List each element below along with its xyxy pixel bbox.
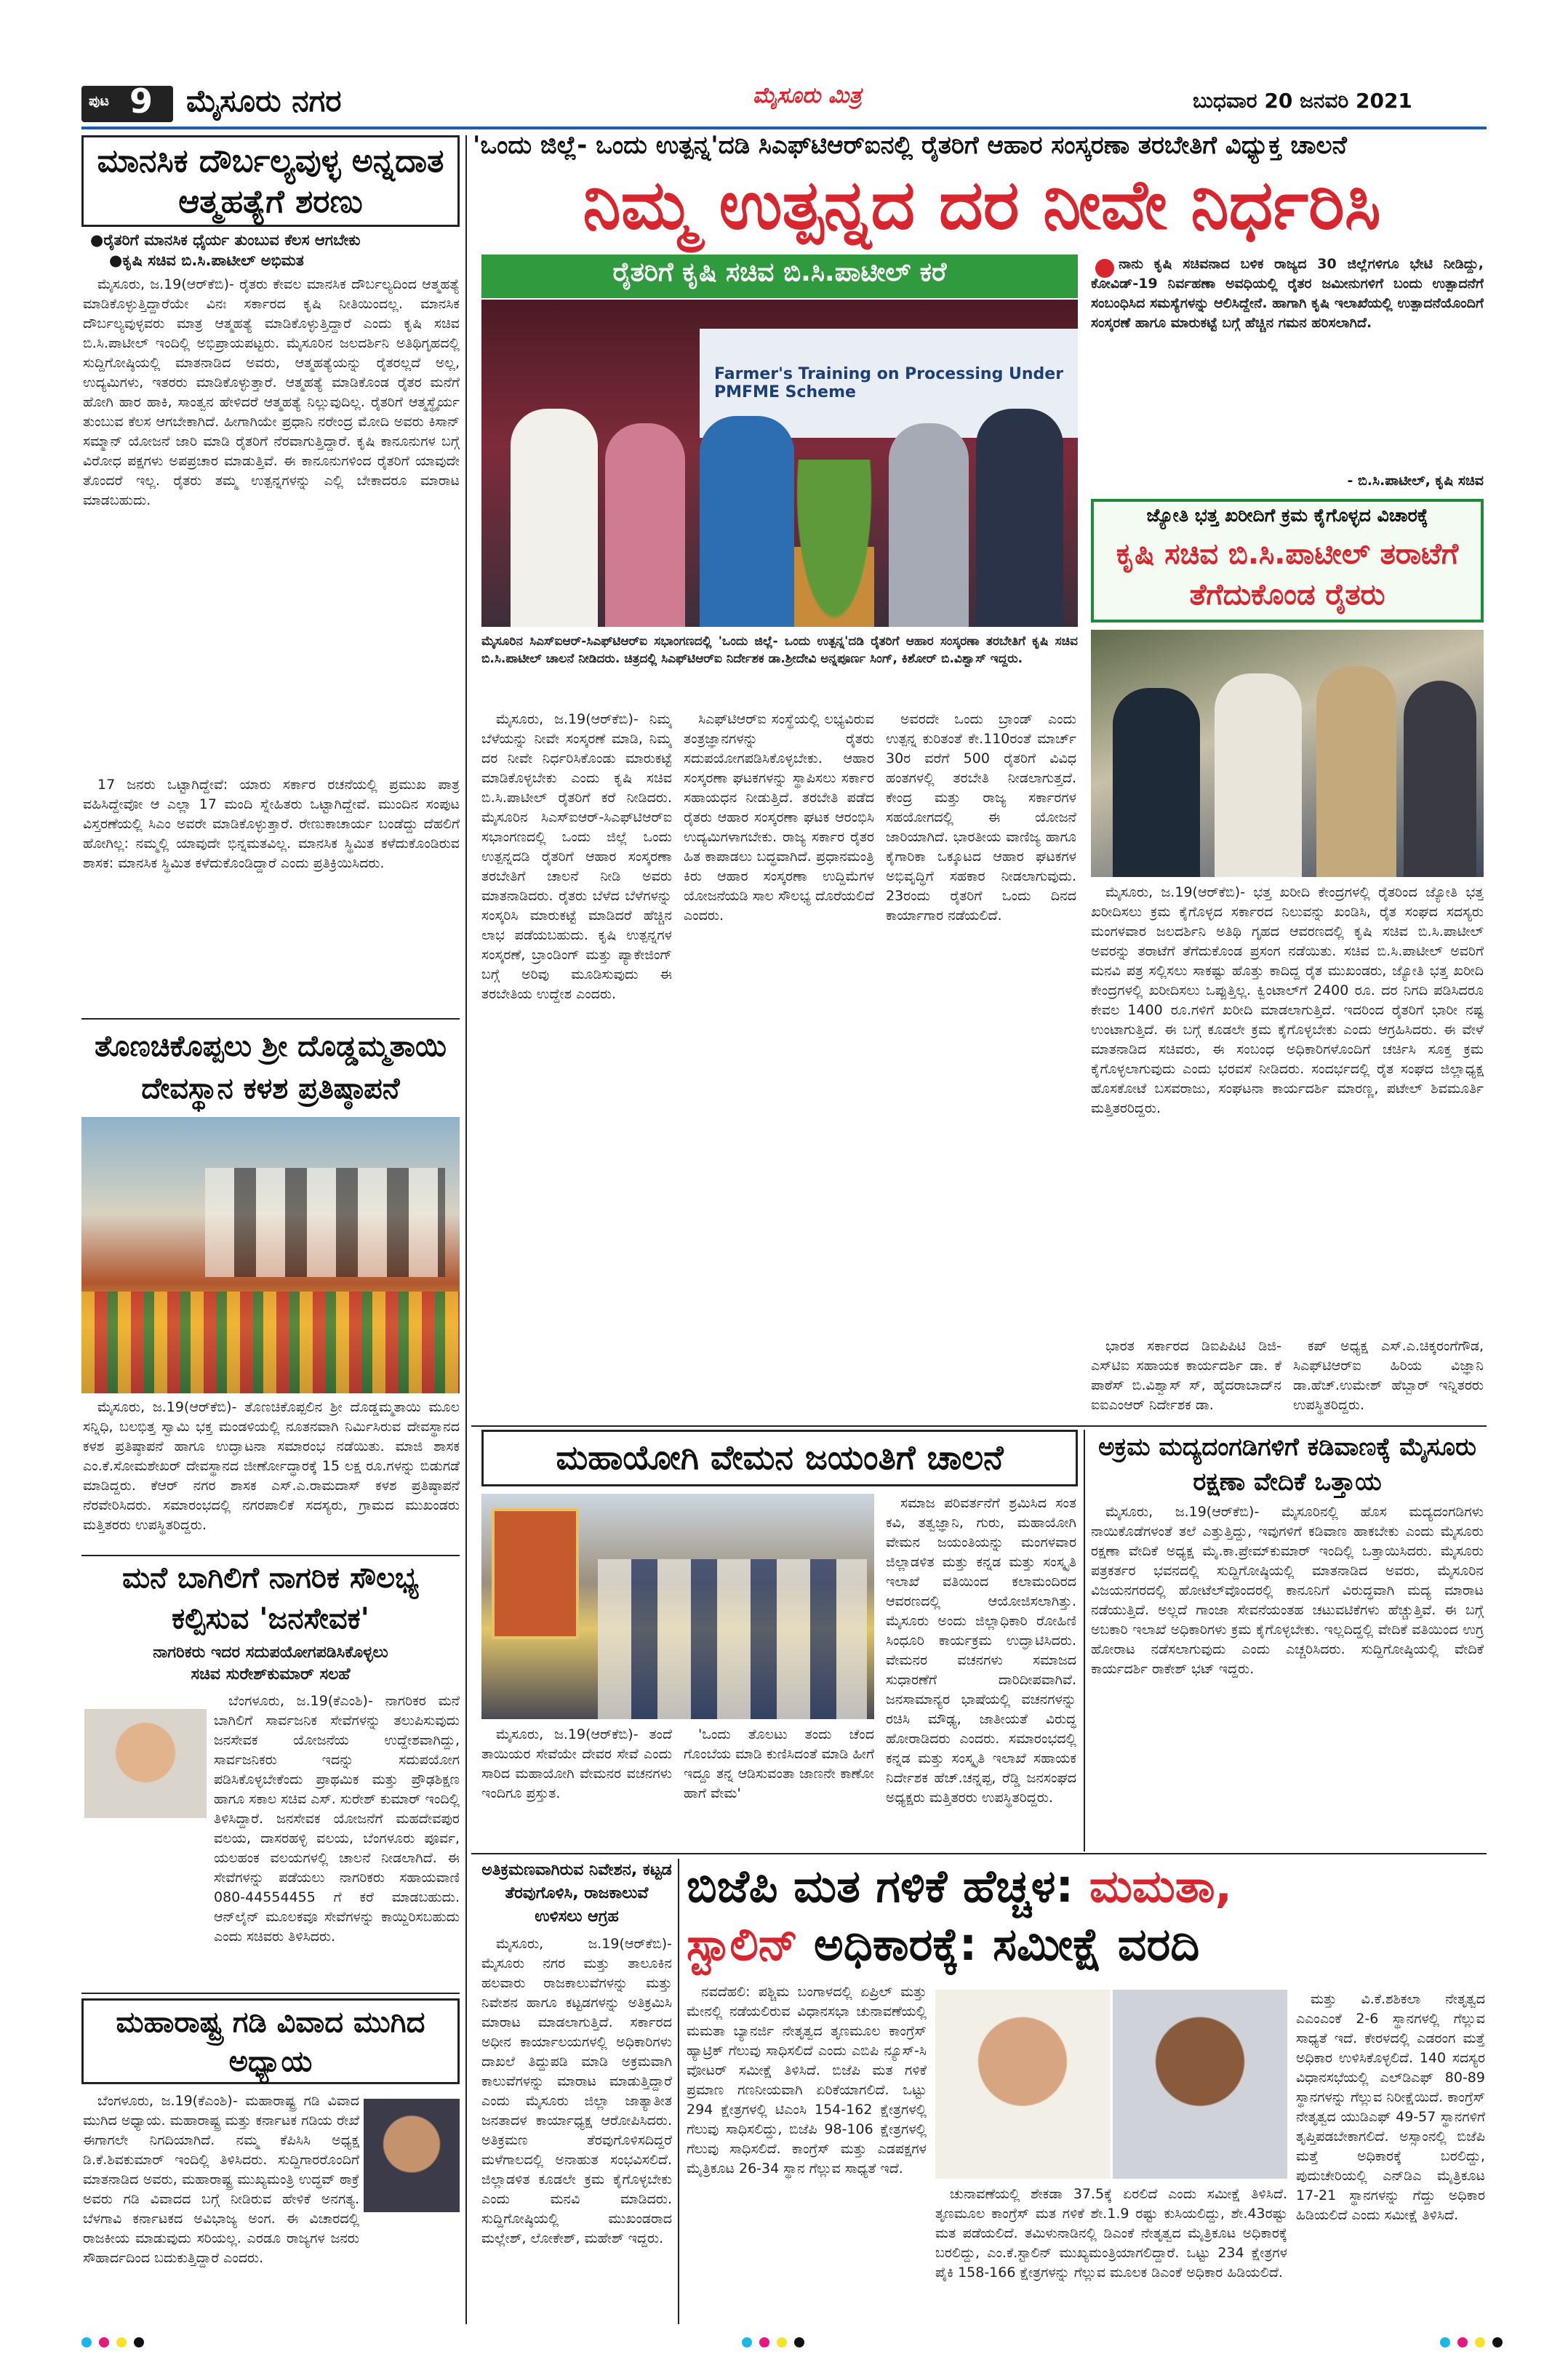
event-banner-text: Farmer's Training on Processing Under PMFME Scheme: [714, 365, 1064, 401]
left-story1-body2: [83, 775, 460, 1014]
right-story-kicker: ಜ್ಯೋತಿ ಭತ್ತ ಖರೀದಿಗೆ ಕ್ರಮ ಕೈಗೊಳ್ಳದ ವಿಚಾರಕ್ಕೆ: [1146, 505, 1428, 526]
left-story3-headline: ಮನೆ ಬಾಗಿಲಿಗೆ ನಾಗರಿಕ ಸೌಲಭ್ಯ ಕಲ್ಪಿಸುವ 'ಜನಸೇವಕ': [122, 1561, 419, 1636]
left-story3-sub2: ಸಚಿವ ಸುರೇಶ್‌ಕುಮಾರ್ ಸಲಹೆ: [191, 1665, 351, 1684]
right-story-para: ಮೈಸೂರು, ಜ.19(ಆರ್‌ಕೆಬಿ)- ಭತ್ತ ಖರೀದಿ ಕೇಂದ್ರಗಳಲ್ಲಿ ರೈತರಿಂದ ಜ್ಯೋತಿ ಭತ್ತ ಖರೀದಿಸಲು ಕ್ರಮ ಕೈಗೊಳ್ಳದ ಸರ್ಕಾರದ ನಿಲುವನ್ನು ಖಂಡಿಸಿ, ರೈತ ಸಂಘದ ಸದಸ್ಯರು ಮಂಗಳವಾರ ಜಲದರ್ಶಿನಿ ಅತಿಥಿ ಗೃಹದ ಆವರಣದಲ್ಲಿ ಕೃಷಿ ಸಚಿವ ಬಿ.ಸಿ.ಪಾಟೀಲ್ ಅವರನ್ನು ತರಾಟೆಗೆ ತೆಗೆದುಕೊಂಡ ಪ್ರಸಂಗ ನಡೆಯಿತು. ಸಚಿವ ಬಿ.ಸಿ.ಪಾಟೀಲ್ ಅವರಿಗೆ ಮನವಿ ಪತ್ರ ಸಲ್ಲಿಸಲು ಸಾಕಷ್ಟು ಹೊತ್ತು ಕಾದಿದ್ದ ರೈತ ಮುಖಂಡರು, ಜ್ಯೋತಿ ಭತ್ತ ಖರೀದಿ ಕೇಂದ್ರಗಳಲ್ಲಿ ಖರೀದಿಸಲು ಒಪ್ಪುತ್ತಿಲ್ಲ. ಕ್ವಿಂಟಾಲ್‌ಗೆ 2400 ರೂ. ದರ ನಿಗದಿ ಪಡಿಸಿದರೂ ಕೇವಲ 1400 ರೂ.ಗಳಿಗೆ ಖರೀದಿ ಮಾಡಲಾಗುತ್ತಿದೆ. ಇದರಿಂದ ರೈತರಿಗೆ ಭಾರೀ ನಷ್ಟ ಉಂಟಾಗುತ್ತಿದೆ. ಈ ಬಗ್ಗೆ ಕೂಡಲೇ ಕ್ರಮ ಕೈಗೊಳ್ಳಬೇಕು ಎಂದು ಆಗ್ರಹಿಸಿದರು. ಈ ವೇಳೆ ಮಾತನಾಡಿದ ಸಚಿವರು, ಈ ಸಂಬಂಧ ಅಧಿಕಾರಿಗಳೊಂದಿಗೆ ಚರ್ಚಿಸಿ ಸೂಕ್ತ ಕ್ರಮ ಕೈಗೊಳ್ಳಲಾಗುವುದು ಎಂದು ಭರವಸೆ ನೀಡಿದರು. ಸಂದರ್ಭದಲ್ಲಿ ರೈತ ಸಂಘದ ಜಿಲ್ಲಾಧ್ಯಕ್ಷ ಹೊಸಕೋಟೆ ಬಸವರಾಜು, ಸಂಘಟನಾ ಕಾರ್ಯದರ್ಶಿ ಮಾರಣ್ಣ, ಪಟೇಲ್ ಶಿವಮೂರ್ತಿ ಮತ್ತಿತರರಿದ್ದರು.: [1091, 884, 1484, 1116]
center-story-quote: [684, 1725, 874, 1849]
event-person4: [889, 423, 969, 627]
bottom-story-body2: [935, 2185, 1287, 2324]
photo-people-row: [598, 1559, 867, 1719]
right-footer-col2-para: ಕಪ್ ಅಧ್ಯಕ್ಷ ಎಸ್.ಎ.ಚಿಕ್ಕರಂಗೆಗೌಡ, ಸಿಎಫ್‍ಟಿಆರ್‌ಐ ಹಿರಿಯ ವಿಜ್ಞಾನಿ ಡಾ.ಹೆಚ್.ಉಮೇಶ್ ಹೆಬ್ಬಾರ್ ಇನ್ನಿತರರು ಉಪಸ್ಥಿತರಿದ್ದರು.: [1293, 1338, 1484, 1413]
column-divider: [1084, 1430, 1085, 1851]
reg-dot-cyan: [1440, 2337, 1450, 2347]
bottom-story-body3: [1296, 1990, 1485, 2324]
registration-marks-right: [1440, 2337, 1503, 2347]
bottom-headline-red2: ಸ್ಟಾಲಿನ್: [687, 1918, 799, 1971]
divider: [81, 1993, 460, 1994]
sidebar-quote-text: ನಾನು ಕೃಷಿ ಸಚಿವನಾದ ಬಳಿಕ ರಾಜ್ಯದ 30 ಜಿಲ್ಲೆಗಳಿಗೂ ಭೇಟಿ ನೀಡಿದ್ದು, ಕೋವಿಡ್-19 ನಿರ್ವಹಣಾ ಅವಧಿಯಲ್ಲಿ ರೈತರ ಜಮೀನುಗಳಿಗೆ ಬಂದು ಉತ್ಪಾದನೆಗೆ ಸಂಬಂಧಿಸಿದ ಸಮಸ್ಯೆಗಳನ್ನು ಆಲಿಸಿದ್ದೇನೆ. ಹಾಗಾಗಿ ಕೃಷಿ ಇಲಾಖೆಯಲ್ಲಿ ಉತ್ಪಾದನೆಯೊಂದಿಗೆ ಸಂಸ್ಕರಣೆ ಹಾಗೂ ಮಾರುಕಟ್ಟೆ ಬಗ್ಗೆ ಹೆಚ್ಚಿನ ಗಮನ ಹರಿಸಲಾಗಿದೆ.: [1091, 256, 1484, 331]
left-story4-headline: ಮಹಾರಾಷ್ಟ್ರ ಗಡಿ ವಿವಾದ ಮುಗಿದ ಅಧ್ಯಾಯ: [116, 2006, 425, 2078]
page-label: ಪುಟ: [89, 93, 109, 109]
center-story-caption: [481, 1725, 672, 1849]
photo-person-b: [1215, 673, 1302, 877]
masthead-logo: ಮೈಸೂರು ಮಿತ್ರ: [753, 83, 862, 108]
bottom-headline-black3: ಸಮೀಕ್ಷೆ ವರದಿ: [993, 1918, 1200, 1971]
divider: [471, 1853, 1487, 1854]
divider: [471, 1425, 1487, 1427]
reg-dot-yellow: [1475, 2337, 1485, 2347]
right-footer-col1-para: ಭಾರತ ಸರ್ಕಾರದ ಡಿಐಪಿಪಿಟಿ ಡಿಜಿ- ಎಸ್‌ಟಿಐ ಸಹಾಯಕ ಕಾರ್ಯದರ್ಶಿ ಡಾ. ಕೆ ಪಾಠೆಸ್ ಬಿ.ವಿಶ್ವಾಸ್ ಸ್, ಹೈದರಾಬಾದ್‌ನ ಐಐಎಂಆರ್ ನಿರ್ದೇಶಕ ಡಾ.: [1091, 1338, 1281, 1413]
photo-person-c: [1316, 666, 1396, 877]
bottom-headline-black: ಬಿಜೆಪಿ ಮತ ಗಳಿಕೆ ಹೆಚ್ಚಳ:: [687, 1859, 1074, 1913]
event-person2: [605, 423, 685, 627]
reg-dot-cyan: [81, 2337, 92, 2347]
event-plant: [794, 460, 874, 627]
sidebar-quote-byline: - ಬಿ.ಸಿ.ಪಾಟೀಲ್, ಕೃಷಿ ಸಚಿವ: [1347, 473, 1484, 489]
reg-dot-black: [1492, 2337, 1503, 2347]
reg-dot-magenta: [99, 2337, 109, 2347]
center-story2-headline: ಅತಿಕ್ರಮಣವಾಗಿರುವ ನಿವೇಶನ, ಕಟ್ಟಡ ತೆರವುಗೊಳಿಸಿ, ರಾಜಕಾಲುವೆ ಉಳಿಸಲು ಆಗ್ರಹ: [481, 1861, 672, 1926]
right-story2-headline: ಅಕ್ರಮ ಮದ್ಯದಂಗಡಿಗಳಿಗೆ ಕಡಿವಾಣಕ್ಕೆ ಮೈಸೂರು ರಕ್ಷಣಾ ವೇದಿಕೆ ಒತ್ತಾಯ: [1098, 1433, 1476, 1497]
registration-marks-left: [81, 2337, 144, 2347]
right-story-photo: [1091, 630, 1484, 877]
top-story-col2: [684, 710, 874, 1350]
left-story1-headline: ಮಾನಸಿಕ ದೌರ್ಬಲ್ಯವುಳ್ಳ ಅನ್ನದಾತ ಆತ್ಮಹತ್ಯೆಗೆ ಶರಣು: [97, 143, 444, 220]
left-story4-para: ಬೆಂಗಳೂರು, ಜ.19(ಕೆಎಂಶಿ)- ಮಹಾರಾಷ್ಟ್ರ ಗಡಿ ವಿವಾದ ಮುಗಿದ ಅಧ್ಯಾಯ. ಮಹಾರಾಷ್ಟ್ರ ಮತ್ತು ಕರ್ನಾಟಕ ಗಡಿಯ ರೇಖೆ ಈಗಾಗಲೇ ನಿಗದಿಯಾಗಿದೆ. ನಮ್ಮ ಕೆಪಿಸಿಸಿ ಅಧ್ಯಕ್ಷ ಡಿ.ಕೆ.ಶಿವಕುಮಾರ್ ಇಂದಿಲ್ಲಿ ತಿಳಿಸಿದರು. ಸುದ್ದಿಗಾರರೊಂದಿಗೆ ಮಾತನಾಡಿದ ಅವರು, ಮಹಾರಾಷ್ಟ್ರ ಮುಖ್ಯಮಂತ್ರಿ ಉದ್ಧವ್ ಠಾಕ್ರೆ ಅವರು ಗಡಿ ವಿವಾದದ ಬಗ್ಗೆ ನೀಡಿರುವ ಹೇಳಿಕೆ ಅನಗತ್ಯ. ಬೆಳಗಾವಿ ಕರ್ನಾಟಕದ ಅವಿಭಾಜ್ಯ ಅಂಗ. ಈ ವಿಚಾರದಲ್ಲಿ ರಾಜಕೀಯ ಮಾಡುವುದು ಸರಿಯಲ್ಲ. ಎರಡೂ ರಾಜ್ಯಗಳ ಜನರು ಸೌಹಾರ್ದದಿಂದ ಬದುಕುತ್ತಿದ್ದಾರೆ ಎಂದರು.: [83, 2093, 359, 2266]
right-story2-body: [1091, 1502, 1484, 1849]
left-story1-para2: 17 ಜನರು ಒಟ್ಟಾಗಿದ್ದೇವೆ: ಯಾರು ಸರ್ಕಾರ ರಚನೆಯಲ್ಲಿ ಪ್ರಮುಖ ಪಾತ್ರ ವಹಿಸಿದ್ದೇವೋ ಆ ಎಲ್ಲಾ 17 ಮಂದಿ ಸ್ನೇಹಿತರು ಒಟ್ಟಾಗಿದ್ದೇವೆ. ಮುಂದಿನ ಸಂಪುಟ ವಿಸ್ತರಣೆಯಲ್ಲಿ ಸಿಎಂ ಅವರೇ ಮಾಡಿಕೊಳ್ಳುತ್ತಾರೆ. ರೇಣುಕಾಚಾರ್ಯ ಬಂಡೆದ್ದು ದೆಹಲಿಗೆ ಹೋಗಿಲ್ಲ: ನಮ್ಮಲ್ಲಿ ಯಾವುದೇ ಭಿನ್ನಮತವಿಲ್ಲ. ಮಾನಸಿಕ ಸ್ಥಿಮಿತ ಕಳೆದುಕೊಂಡಿರುವ ಶಾಸಕ: ಮಾನಸಿಕ ಸ್ಥಿಮಿತ ಕಳೆದುಕೊಂಡಿದ್ದಾರೆ ಎಂದು ಪ್ರತಿಕ್ರಿಯಿಸಿದರು.: [83, 777, 460, 871]
left-story2-para: ಮೈಸೂರು, ಜ.19(ಆರ್‌ಕೆಬಿ)- ತೊಣಚಿಕೊಪ್ಪಲಿನ ಶ್ರೀ ದೊಡ್ಡಮ್ಮತಾಯಿ ಮೂಲ ಸನ್ನಿಧಿ, ಬಲಭಿತ್ತ ಸ್ವಾಮಿ ಭಕ್ತ ಮಂಡಳಿಯಲ್ಲಿ ನೂತನವಾಗಿ ನಿರ್ಮಿಸಿರುವ ದೇವಸ್ಥಾನದ ಕಳಶ ಪ್ರತಿಷ್ಠಾಪನೆ ಹಾಗೂ ಉದ್ಘಾಟನಾ ಸಮಾರಂಭ ನಡೆಯಿತು. ಮಾಜಿ ಶಾಸಕ ಎಂ.ಕೆ.ಸೋಮಶೇಖರ್ ದೇವಸ್ಥಾನದ ಜೀರ್ಣೋದ್ಧಾರಕ್ಕೆ 15 ಲಕ್ಷ ರೂ.ಗಳನ್ನು ಬಿಡುಗಡೆ ಮಾಡಿದ್ದರು. ಕೆಆರ್ ನಗರ ಶಾಸಕ ಎಸ್.ಎ.ರಾಮದಾಸ್ ಕಳಶ ಪ್ರತಿಷ್ಠಾಪನೆ ನೆರವೇರಿಸಿದರು. ಸಮಾರಂಭದಲ್ಲಿ ನಗರಪಾಲಿಕೆ ಸದಸ್ಯರು, ಗ್ರಾಮದ ಮುಖಂಡರು ಮತ್ತಿತರರು ಉಪಸ್ಥಿತರಿದ್ದರು.: [83, 1399, 460, 1533]
left-story2-headline: ತೊಣಚಿಕೊಪ್ಪಲು ಶ್ರೀ ದೊಡ್ಡಮ್ಮತಾಯಿ ದೇವಸ್ಥಾನ ಕಳಶ ಪ್ರತಿಷ್ಠಾಪನೆ: [95, 1030, 447, 1105]
page-number: 9: [129, 81, 153, 121]
top-headline: ನಿಮ್ಮ ಉತ್ಪನ್ನದ ದರ ನೀವೇ ನಿರ್ಧರಿಸಿ: [583, 166, 1381, 245]
top-story-col2-para: ಸಿಎಫ್‍ಟಿಆರ್‌ಐ ಸಂಸ್ಥೆಯಲ್ಲಿ ಲಭ್ಯವಿರುವ ತಂತ್ರಜ್ಞಾನಗಳನ್ನು ರೈತರು ಸದುಪಯೋಗಪಡಿಸಿಕೊಳ್ಳಬೇಕು. ಆಹಾರ ಸಂಸ್ಕರಣಾ ಘಟಕಗಳನ್ನು ಸ್ಥಾಪಿಸಲು ಸರ್ಕಾರ ಸಹಾಯಧನ ನೀಡುತ್ತಿದೆ. ತರಬೇತಿ ಪಡೆದ ರೈತರು ಆಹಾರ ಸಂಸ್ಕರಣಾ ಘಟಕ ಆರಂಭಿಸಿ ಉದ್ಯಮಿಗಳಾಗಬೇಕು. ರಾಜ್ಯ ಸರ್ಕಾರ ರೈತರ ಹಿತ ಕಾಪಾಡಲು ಬದ್ಧವಾಗಿದೆ. ಪ್ರಧಾನಮಂತ್ರಿ ಕಿರು ಆಹಾರ ಸಂಸ್ಕರಣಾ ಉದ್ದಿಮೆಗಳ ಯೋಜನೆಯಡಿ ಸಾಲ ಸೌಲಭ್ಯ ದೊರೆಯಲಿದೆ ಎಂದರು.: [684, 711, 874, 924]
temple-photo-people: [205, 1168, 445, 1277]
column-divider: [678, 1859, 679, 2324]
left-story3-body: [83, 1692, 460, 1990]
sidebar-quote: [1091, 255, 1484, 473]
bottom-headline-line2: [687, 1917, 1487, 1972]
top-subhead: ರೈತರಿಗೆ ಕೃಷಿ ಸಚಿವ ಬಿ.ಸಿ.ಪಾಟೀಲ್ ಕರೆ: [612, 257, 947, 287]
reg-dot-black: [134, 2337, 144, 2347]
divider: [81, 1555, 460, 1556]
photo-person-a: [1113, 688, 1200, 877]
stalin-photo: [1113, 1990, 1287, 2179]
bottom-headline-line1: [687, 1859, 1487, 1914]
top-event-photo: [481, 300, 1078, 627]
left-story1-bullet2: ●ಕೃಷಿ ಸಚಿವ ಬಿ.ಸಿ.ಪಾಟೀಲ್ ಅಭಿಮತ: [109, 252, 304, 269]
event-person1: [511, 409, 598, 627]
section-title: ಮೈಸೂರು ನಗರ: [186, 83, 342, 119]
right-story-headline: ಕೃಷಿ ಸಚಿವ ಬಿ.ಸಿ.ಪಾಟೀಲ್ ತರಾಟೆಗೆ ತೆಗೆದುಕೊಂಡ ರೈತರು: [1116, 537, 1459, 612]
bottom-headline-black2: ಅಧಿಕಾರಕ್ಕೆ:: [813, 1918, 977, 1971]
top-story-col3-para: ಅವರದೇ ಒಂದು ಬ್ರಾಂಡ್ ಎಂದು ಉತ್ಪನ್ನ ಕುರಿತಂತೆ ಕೇ.110ರಂತೆ ಮಾರ್ಚ್ 30ರ ವರೆಗೆ 500 ರೈತರಿಗೆ ವಿವಿಧ ಹಂತಗಳಲ್ಲಿ ತರಬೇತಿ ನೀಡಲಾಗುತ್ತದೆ. ಕೇಂದ್ರ ಮತ್ತು ರಾಜ್ಯ ಸರ್ಕಾರಗಳ ಸಹಯೋಗದಲ್ಲಿ ಈ ಯೋಜನೆ ಜಾರಿಯಾಗಿದೆ. ಭಾರತೀಯ ವಾಣಿಜ್ಯ ಹಾಗೂ ಕೈಗಾರಿಕಾ ಒಕ್ಕೂಟದ ಆಹಾರ ಘಟಕಗಳ ಅಭಿವೃದ್ಧಿಗೆ ಸಹಕಾರ ನೀಡಲಾಗುವುದು. 23ರಂದು ರೈತರಿಗೆ ಒಂದು ದಿನದ ಕಾರ್ಯಾಗಾರ ನಡೆಯಲಿದೆ.: [886, 711, 1076, 924]
divider: [81, 1018, 460, 1020]
left-story1-para1: ಮೈಸೂರು, ಜ.19(ಆರ್‌ಕೆಬಿ)- ರೈತರು ಕೇವಲ ಮಾನಸಿಕ ದೌರ್ಬಲ್ಯದಿಂದ ಆತ್ಮಹತ್ಯೆ ಮಾಡಿಕೊಳ್ಳುತ್ತಿದ್ದಾರೆಯೇ ವಿನಃ ಸರ್ಕಾರದ ಕೃಷಿ ನೀತಿಯಿಂದಲ್ಲ. ಮಾನಸಿಕ ದೌರ್ಬಲ್ಯವುಳ್ಳವರು ಮಾತ್ರ ಆತ್ಮಹತ್ಯೆ ಮಾಡಿಕೊಳ್ಳುತ್ತಿದ್ದಾರೆ ಎಂದು ಕೃಷಿ ಸಚಿವ ಬಿ.ಸಿ.ಪಾಟೀಲ್ ಇಂದಿಲ್ಲಿ ಅಭಿಪ್ರಾಯಪಟ್ಟರು. ಮೈಸೂರಿನ ಜಲದರ್ಶಿನಿ ಅತಿಥಿಗೃಹದಲ್ಲಿ ಸುದ್ದಿಗೋಷ್ಠಿಯಲ್ಲಿ ಮಾತನಾಡಿದ ಅವರು, ಆತ್ಮಹತ್ಯೆಯನ್ನು ರೈತರಲ್ಲದೆ ಅಲ್ಲ, ಉದ್ಯಮಿಗಳು, ಇತರರು ಮಾಡಿಕೊಳ್ಳುತ್ತಾರೆ. ಆತ್ಮಹತ್ಯೆ ಮಾಡಿಕೊಂಡ ರೈತರ ಮನೆಗೆ ಹೋಗಿ ಹಾರ ಹಾಕಿ, ಸಾಂತ್ವನ ಹೇಳಿದರೆ ಆತ್ಮಹತ್ಯೆ ನಿಲ್ಲುವುದಿಲ್ಲ. ರೈತರಿಗೆ ಆತ್ಮಸ್ಥೈರ್ಯ ತುಂಬುವ ಕೆಲಸ ಆಗಬೇಕಾಗಿದೆ. ಹೀಗಾಗಿಯೇ ಪ್ರಧಾನಿ ನರೇಂದ್ರ ಮೋದಿ ಅವರು ಕಿಸಾನ್ ಸಮ್ಮಾನ್ ಯೋಜನೆ ಜಾರಿ ಮಾಡಿ ರೈತರಿಗೆ ನೆರವಾಗುತ್ತಿದ್ದಾರೆ. ಕೃಷಿ ಕಾನೂನುಗಳ ಬಗ್ಗೆ ವಿರೋಧ ಪಕ್ಷಗಳು ಅಪಪ್ರಚಾರ ಮಾಡುತ್ತಿವೆ. ಈ ಕಾನೂನುಗಳಿಂದ ರೈತರಿಗೆ ಯಾವುದೇ ತೊಂದರೆ ಇಲ್ಲ. ರೈತರು ತಮ್ಮ ಉತ್ಪನ್ನಗಳನ್ನು ಎಲ್ಲಿ ಬೇಕಾದರೂ ಮಾರಾಟ ಮಾಡಬಹುದು.: [83, 276, 460, 508]
temple-photo-flowers: [81, 1292, 460, 1393]
reg-dot-yellow: [116, 2337, 127, 2347]
right-story-footer-col1: [1091, 1337, 1281, 1417]
bottom-story-body: [687, 1982, 927, 2324]
temple-photo: [81, 1117, 460, 1393]
center-story-headline: ಮಹಾಯೋಗಿ ವೇಮನ ಜಯಂತಿಗೆ ಚಾಲನೆ: [556, 1438, 1004, 1477]
vemana-portrait: [492, 1508, 579, 1639]
left-story4-body: [83, 2091, 359, 2324]
left-story1-body: [83, 275, 460, 769]
left-story3-sub1: ನಾಗರಿಕರು ಇದರ ಸದುಪಯೋಗಪಡಿಸಿಕೊಳ್ಳಲು: [153, 1644, 388, 1662]
mamata-photo: [935, 1990, 1110, 2179]
center-story-para: ಸಮಾಜ ಪರಿವರ್ತನೆಗೆ ಶ್ರಮಿಸಿದ ಸಂತ ಕವಿ, ತತ್ವಜ್ಞಾನಿ, ಗುರು, ಮಹಾಯೋಗಿ ವೇಮನ ಜಯಂತಿಯನ್ನು ಮಂಗಳವಾರ ಜಿಲ್ಲಾಡಳಿತ ಮತ್ತು ಕನ್ನಡ ಮತ್ತು ಸಂಸ್ಕೃತಿ ಇಲಾಖೆ ವತಿಯಿಂದ ಕಲಾಮಂದಿರದ ಆವರಣದಲ್ಲಿ ಆಯೋಜಿಸಲಾಗಿತ್ತು. ಮೈಸೂರು ಅಂದು ಜಿಲ್ಲಾಧಿಕಾರಿ ರೋಹಿಣಿ ಸಿಂಧೂರಿ ಕಾರ್ಯಕ್ರಮ ಉದ್ಘಾಟಿಸಿದರು. ವೇಮನರ ವಚನಗಳು ಸಮಾಜದ ಸುಧಾರಣೆಗೆ ದಾರಿದೀಪವಾಗಿವೆ. ಜನಸಾಮಾನ್ಯರ ಭಾಷೆಯಲ್ಲಿ ವಚನಗಳನ್ನು ರಚಿಸಿ ಮೌಢ್ಯ, ಜಾತೀಯತೆ ವಿರುದ್ಧ ಹೋರಾಡಿದರು ಎಂದರು. ಸಮಾರಂಭದಲ್ಲಿ ಕನ್ನಡ ಮತ್ತು ಸಂಸ್ಕೃತಿ ಇಲಾಖೆ ಸಹಾಯಕ ನಿರ್ದೇಶಕ ಹೆಚ್.ಚನ್ನಪ್ಪ, ರೆಡ್ಡಿ ಜನಸಂಘದ ಅಧ್ಯಕ್ಷರು ಮತ್ತಿತರರು ಉಪಸ್ಥಿತರಿದ್ದರು.: [886, 1495, 1076, 1806]
left-story3-para: ಬೆಂಗಳೂರು, ಜ.19(ಕೆಎಂಶಿ)- ನಾಗರಿಕರ ಮನೆ ಬಾಗಿಲಿಗೆ ಸಾರ್ವಜನಿಕ ಸೇವೆಗಳನ್ನು ತಲುಪಿಸುವುದು ಜನಸೇವಕ ಯೋಜನೆಯ ಉದ್ದೇಶವಾಗಿದ್ದು, ಸಾರ್ವಜನಿಕರು ಇದನ್ನು ಸದುಪಯೋಗ ಪಡಿಸಿಕೊಳ್ಳಬೇಕೆಂದು ಪ್ರಾಥಮಿಕ ಮತ್ತು ಪ್ರೌಢಶಿಕ್ಷಣ ಹಾಗೂ ಸಕಾಲ ಸಚಿವ ಎಸ್. ಸುರೇಶ್ ಕುಮಾರ್ ಇಂದಿಲ್ಲಿ ತಿಳಿಸಿದ್ದಾರೆ. ಜನಸೇವಕ ಯೋಜನೆಗೆ ಮಹದೇವಪುರ ವಲಯ, ದಾಸರಹಳ್ಳಿ ವಲಯ, ಬೆಂಗಳೂರು ಪೂರ್ವ, ಯಲಹಂಕ ವಲಯಗಳಲ್ಲಿ ಚಾಲನೆ ನೀಡಲಾಗಿದೆ. ಈ ಸೇವೆಗಳನ್ನು ಪಡೆಯಲು ನಾಗರಿಕರು ಸಹಾಯವಾಣಿ 080-44554455 ಗೆ ಕರೆ ಮಾಡಬಹುದು. ಆನ್‌ಲೈನ್ ಮೂಲಕವೂ ಸೇವೆಗಳನ್ನು ಕಾಯ್ದಿರಿಸಬಹುದು ಎಂದು ಸಚಿವರು ತಿಳಿಸಿದರು.: [214, 1693, 460, 1945]
center-story2-para: ಮೈಸೂರು, ಜ.19(ಆರ್‌ಕೆಬಿ)- ಮೈಸೂರು ನಗರ ಮತ್ತು ತಾಲೂಕಿನ ಹಲವಾರು ರಾಜಕಾಲುವೆಗಳನ್ನು ಮತ್ತು ನಿವೇಶನ ಹಾಗೂ ಕಟ್ಟಡಗಳನ್ನು ಅತಿಕ್ರಮಿಸಿ ಮಾರಾಟ ಮಾಡಲಾಗುತ್ತಿದೆ. ಸರ್ಕಾರದ ಅಧೀನ ಕಾರ್ಯಾಲಯಗಳಲ್ಲಿ ಅಧಿಕಾರಿಗಳು ದಾಖಲೆ ತಿದ್ದುಪಡಿ ಮಾಡಿ ಅಕ್ರಮವಾಗಿ ಕಾಲುವೆಗಳನ್ನು ಮಾರಾಟ ಮಾಡುತ್ತಿದ್ದಾರೆ ಎಂದು ಮೈಸೂರು ಜಿಲ್ಲಾ ಜಾತ್ಯಾತೀತ ಜನತಾದಳ ಕಾರ್ಯಾಧ್ಯಕ್ಷ ಆರೋಪಿಸಿದರು. ಅತಿಕ್ರಮಣ ತೆರವುಗೊಳಿಸದಿದ್ದರೆ ಮಳೆಗಾಲದಲ್ಲಿ ಅನಾಹುತ ಸಂಭವಿಸಲಿದೆ. ಜಿಲ್ಲಾಡಳಿತ ಕೂಡಲೇ ಕ್ರಮ ಕೈಗೊಳ್ಳಬೇಕು ಎಂದು ಮನವಿ ಮಾಡಿದರು. ಸುದ್ದಿಗೋಷ್ಠಿಯಲ್ಲಿ ಮುಖಂಡರಾದ ಮಲ್ಲೇಶ್, ಲೋಕೇಶ್, ಮಹೇಶ್ ಇದ್ದರು.: [481, 1936, 672, 2246]
left-story1-bullet1: ●ರೈತರಿಗೆ ಮಾನಸಿಕ ಧೈರ್ಯ ತುಂಬುವ ಕೆಲಸ ಆಗಬೇಕು: [90, 231, 361, 249]
center-story-body: [886, 1494, 1076, 1849]
reg-dot-cyan: [742, 2337, 752, 2347]
top-story-col1-para: ಮೈಸೂರು, ಜ.19(ಆರ್‌ಕೆಬಿ)- ನಿಮ್ಮ ಬೆಳೆಯನ್ನು ನೀವೇ ಸಂಸ್ಕರಣೆ ಮಾಡಿ, ನಿಮ್ಮ ದರ ನೀವೇ ನಿರ್ಧರಿಸಿಕೊಂಡು ಮಾರುಕಟ್ಟೆ ಮಾಡಿಕೊಳ್ಳಬೇಕು ಎಂದು ಕೃಷಿ ಸಚಿವ ಬಿ.ಸಿ.ಪಾಟೀಲ್ ರೈತರಿಗೆ ಕರೆ ನೀಡಿದರು. ಮೈಸೂರಿನ ಸಿಎಸ್‌ಐಆರ್-ಸಿಎಫ್‍ಟಿಆರ್‌ಐ ಸಭಾಂಗಣದಲ್ಲಿ ಒಂದು ಜಿಲ್ಲೆ ಒಂದು ಉತ್ಪನ್ನದಡಿ ರೈತರಿಗೆ ಆಹಾರ ಸಂಸ್ಕರಣಾ ತರಬೇತಿಗೆ ಚಾಲನೆ ನೀಡಿ ಅವರು ಮಾತನಾಡಿದರು. ರೈತರು ಬೆಳೆದ ಬೆಳೆಗಳನ್ನು ಸಂಸ್ಕರಿಸಿ ಮಾರುಕಟ್ಟೆ ಮಾಡಿದರೆ ಹೆಚ್ಚಿನ ಲಾಭ ಪಡೆಯಬಹುದು. ಕೃಷಿ ಉತ್ಪನ್ನಗಳ ಸಂಸ್ಕರಣೆ, ಬ್ರಾಂಡಿಂಗ್ ಮತ್ತು ಪ್ಯಾಕೇಜಿಂಗ್ ಬಗ್ಗೆ ಅರಿವು ಮೂಡಿಸುವುದು ಈ ತರಬೇತಿಯ ಉದ್ದೇಶ ಎಂದರು.: [481, 711, 672, 1002]
column-divider: [465, 135, 467, 2324]
bottom-story-para1: ನವದೆಹಲಿ: ಪಶ್ಚಿಮ ಬಂಗಾಳದಲ್ಲಿ ಏಪ್ರಿಲ್ ಮತ್ತು ಮೇನಲ್ಲಿ ನಡೆಯಲಿರುವ ವಿಧಾನಸಭಾ ಚುನಾವಣೆಯಲ್ಲಿ ಮಮತಾ ಬ್ಯಾನರ್ಜಿ ನೇತೃತ್ವದ ತೃಣಮೂಲ ಕಾಂಗ್ರೆಸ್ ಹ್ಯಾಟ್ರಿಕ್ ಗೆಲುವು ಸಾಧಿಸಲಿದೆ ಎಂದು ಎಬಿಪಿ ನ್ಯೂಸ್-ಸಿ ವೋಟರ್ ಸಮೀಕ್ಷೆ ತಿಳಿಸಿದೆ. ಬಿಜೆಪಿ ಮತ ಗಳಿಕೆ ಪ್ರಮಾಣ ಗಣನೀಯವಾಗಿ ಏರಿಕೆಯಾಗಲಿದೆ. ಒಟ್ಟು 294 ಕ್ಷೇತ್ರಗಳಲ್ಲಿ ಟಿಎಂಸಿ 154-162 ಕ್ಷೇತ್ರಗಳಲ್ಲಿ ಗೆಲುವು ಸಾಧಿಸಲಿದ್ದು, ಬಿಜೆಪಿ 98-106 ಕ್ಷೇತ್ರಗಳಲ್ಲಿ ಗೆಲುವು ಸಾಧಿಸಲಿದೆ. ಕಾಂಗ್ರೆಸ್ ಮತ್ತು ಎಡಪಕ್ಷಗಳ ಮೈತ್ರಿಕೂಟ 26-34 ಸ್ಥಾನ ಗೆಲ್ಲುವ ಸಾಧ್ಯತೆ ಇದೆ.: [687, 1984, 927, 2177]
center-story2-body: [481, 1934, 672, 2324]
top-story-col1: [481, 710, 672, 1350]
header-rule: [81, 127, 1487, 129]
event-person3: [700, 416, 794, 627]
left-story2-body: [83, 1398, 460, 1552]
reg-dot-magenta: [1457, 2337, 1468, 2347]
top-story-col3: [886, 710, 1076, 1350]
right-story2-para: ಮೈಸೂರು, ಜ.19(ಆರ್‌ಕೆಬಿ)- ಮೈಸೂರಿನಲ್ಲಿ ಹೊಸ ಮದ್ಯದಂಗಡಿಗಳು ನಾಯಿಕೊಡೆಗಳಂತೆ ತಲೆ ಎತ್ತುತ್ತಿದ್ದು, ಇವುಗಳಿಗೆ ಕಡಿವಾಣ ಹಾಕಬೇಕು ಎಂದು ಮೈಸೂರು ರಕ್ಷಣಾ ವೇದಿಕೆ ಅಧ್ಯಕ್ಷ ಮೈ.ಕಾ.ಪ್ರೇಮ್‌ಕುಮಾರ್ ಇಂದಿಲ್ಲಿ ಒತ್ತಾಯಿಸಿದರು. ಮೈಸೂರು ಪತ್ರಕರ್ತರ ಭವನದಲ್ಲಿ ಸುದ್ದಿಗೋಷ್ಠಿಯಲ್ಲಿ ಮಾತನಾಡಿದ ಅವರು, ಮೈಸೂರಿನ ವಿಜಯನಗರದಲ್ಲಿ ಹೋಟೆಲ್‌ವೊಂದರಲ್ಲಿ ಕಾನೂನಿಗೆ ವಿರುದ್ಧವಾಗಿ ಮದ್ಯ ಮಾರಾಟ ನಡೆಯುತ್ತಿದೆ. ಅಲ್ಲದೆ ಗಾಂಜಾ ಸೇವನೆಯಂತಹ ಚಟುವಟಿಕೆಗಳು ಹೆಚ್ಚುತ್ತಿವೆ. ಈ ಬಗ್ಗೆ ಅಬಕಾರಿ ಇಲಾಖೆ ಅಧಿಕಾರಿಗಳು ಕ್ರಮ ಕೈಗೊಳ್ಳಬೇಕು. ಇಲ್ಲದಿದ್ದಲ್ಲಿ ವೇದಿಕೆ ವತಿಯಿಂದ ಉಗ್ರ ಹೋರಾಟ ನಡೆಸಲಾಗುವುದು ಎಂದು ಎಚ್ಚರಿಸಿದರು. ಸುದ್ದಿಗೋಷ್ಠಿಯಲ್ಲಿ ವೇದಿಕೆ ಕಾರ್ಯದರ್ಶಿ ರಾಕೇಶ್ ಭಟ್ ಇದ್ದರು.: [1091, 1504, 1484, 1677]
dk-shivakumar-photo: [364, 2099, 460, 2212]
bottom-headline-red1: ಮಮತಾ,: [1089, 1859, 1233, 1913]
right-story-footer-col2: [1293, 1337, 1484, 1417]
photo-person-d: [1404, 681, 1476, 877]
header-date: ಬುಧವಾರ 20 ಜನವರಿ 2021: [1193, 89, 1412, 113]
reg-dot-magenta: [759, 2337, 769, 2347]
right-story-body: [1091, 883, 1484, 1334]
registration-marks-center: [742, 2337, 804, 2347]
bottom-story-para3: ಮತ್ತು ವಿ.ಕೆ.ಶಶಿಕಲಾ ನೇತೃತ್ವದ ಎಎಂಎಂಕೆ 2-6 ಸ್ಥಾನಗಳಲ್ಲಿ ಗೆಲ್ಲುವ ಸಾಧ್ಯತೆ ಇದೆ. ಕೇರಳದಲ್ಲಿ ಎಡರಂಗ ಮತ್ತೆ ಅಧಿಕಾರ ಉಳಿಸಿಕೊಳ್ಳಲಿದೆ. 140 ಸದಸ್ಯರ ವಿಧಾನಸಭೆಯಲ್ಲಿ ಎಲ್‌ಡಿಎಫ್ 80-89 ಸ್ಥಾನಗಳನ್ನು ಗೆಲ್ಲುವ ನಿರೀಕ್ಷೆಯಿದೆ. ಕಾಂಗ್ರೆಸ್ ನೇತೃತ್ವದ ಯುಡಿಎಫ್ 49-57 ಸ್ಥಾನಗಳಿಗೆ ತೃಪ್ತಿಪಡಬೇಕಾಗಲಿದೆ. ಅಸ್ಸಾಂನಲ್ಲಿ ಬಿಜೆಪಿ ಮತ್ತೆ ಅಧಿಕಾರಕ್ಕೆ ಬರಲಿದ್ದು, ಪುದುಚೇರಿಯಲ್ಲಿ ಎನ್‌ಡಿಎ ಮೈತ್ರಿಕೂಟ 17-21 ಸ್ಥಾನಗಳನ್ನು ಗೆದ್ದು ಅಧಿಕಾರ ಹಿಡಿಯಲಿದೆ ಎಂದು ಸಮೀಕ್ಷೆ ತಿಳಿಸಿದೆ.: [1296, 1991, 1485, 2223]
top-kicker: 'ಒಂದು ಜಿಲ್ಲೆ- ಒಂದು ಉತ್ಪನ್ನ'ದಡಿ ಸಿಎಫ್‍ಟಿಆರ್‌ಐನಲ್ಲಿ ರೈತರಿಗೆ ಆಹಾರ ಸಂಸ್ಕರಣಾ ತರಬೇತಿಗೆ ವಿಧ್ಯುಕ್ತ ಚಾಲನೆ: [473, 131, 1347, 160]
vemana-photo: [481, 1494, 874, 1719]
bottom-story-para2: ಚುನಾವಣೆಯಲ್ಲಿ ಶೇಕಡಾ 37.5ಕ್ಕೆ ಏರಲಿದೆ ಎಂದು ಸಮೀಕ್ಷೆ ತಿಳಿಸಿದೆ. ತೃಣಮೂಲ ಕಾಂಗ್ರೆಸ್ ಮತ ಗಳಿಕೆ ಶೇ.1.9 ರಷ್ಟು ಕುಸಿಯಲಿದ್ದು, ಶೇ.43ರಷ್ಟು ಮತ ಪಡೆಯಲಿದೆ. ತಮಿಳುನಾಡಿನಲ್ಲಿ ಡಿಎಂಕೆ ನೇತೃತ್ವದ ಮೈತ್ರಿಕೂಟ ಅಧಿಕಾರಕ್ಕೆ ಬರಲಿದ್ದು, ಎಂ.ಕೆ.ಸ್ಟಾಲಿನ್ ಮುಖ್ಯಮಂತ್ರಿಯಾಗಲಿದ್ದಾರೆ. ಒಟ್ಟು 234 ಕ್ಷೇತ್ರಗಳ ಪೈಕಿ 158-166 ಕ್ಷೇತ್ರಗಳನ್ನು ಗೆಲ್ಲುವ ಮೂಲಕ ಡಿಎಂಕೆ ಅಧಿಕಾರ ಹಿಡಿಯಲಿದೆ.: [935, 2186, 1287, 2281]
top-photo-caption: ಮೈಸೂರಿನ ಸಿಎಸ್‌ಐಆರ್-ಸಿಎಫ್‍ಟಿಆರ್‌ಐ ಸಭಾಂಗಣದಲ್ಲಿ 'ಒಂದು ಜಿಲ್ಲೆ- ಒಂದು ಉತ್ಪನ್ನ'ದಡಿ ರೈತರಿಗೆ ಆಹಾರ ಸಂಸ್ಕರಣಾ ತರಬೇತಿಗೆ ಕೃಷಿ ಸಚಿವ ಬಿ.ಸಿ.ಪಾಟೀಲ್ ಚಾಲನೆ ನೀಡಿದರು. ಚಿತ್ರದಲ್ಲಿ ಸಿಎಫ್‍ಟಿಆರ್‌ಐ ನಿರ್ದೇಶಕ ಡಾ.ಶ್ರೀದೇವಿ ಅನ್ನಪೂರ್ಣ ಸಿಂಗ್, ಕಿಶೋರ್ ಬಿ.ವಿಶ್ವಾಸ್ ಇದ್ದರು.: [481, 634, 1078, 666]
reg-dot-yellow: [777, 2337, 787, 2347]
center-quote-para: 'ಒಂದು ತೊಲಟು ತಂದು ಚೆಂದ ಗೊಂಬೆಯ ಮಾಡಿ ಕುಣಿಸಿದಂತೆ ಮಾಡಿ ಹೀಗೆ ಇದ್ದೂ ತನ್ನ ಆಡಿಸುವಂತಾ ಜಾಣನೇ ಕಾಣೋ ಹಾಗೆ ವೇಮ': [684, 1726, 874, 1801]
event-person5: [976, 409, 1063, 627]
reg-dot-black: [794, 2337, 804, 2347]
center-caption-para: ಮೈಸೂರು, ಜ.19(ಆರ್‌ಕೆಬಿ)- ತಂದೆ ತಾಯಿಯರ ಸೇವೆಯೇ ದೇವರ ಸೇವೆ ಎಂದು ಸಾರಿದ ಮಹಾಯೋಗಿ ವೇಮನರ ವಚನಗಳು ಇಂದಿಗೂ ಪ್ರಸ್ತುತ.: [481, 1726, 672, 1801]
